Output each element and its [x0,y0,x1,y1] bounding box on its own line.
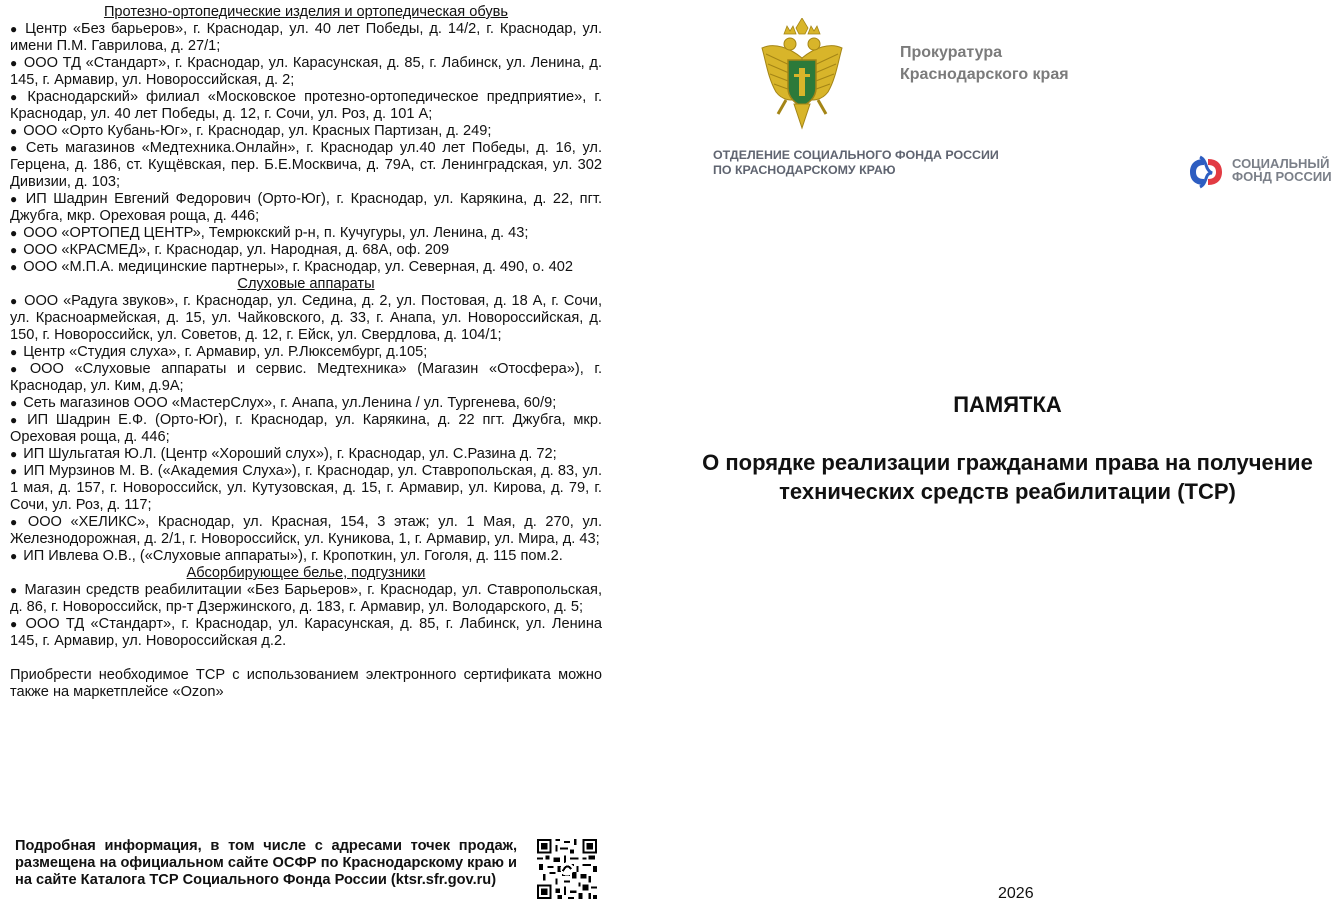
section-title: Абсорбирующее белье, подгузники [186,565,426,581]
footer-info-block [15,837,595,907]
list-item: ● ИП Мурзинов М. В. («Академия Слуха»), г. Краснодар, ул. Ставропольская, д. 83, ул. 1 мая, д. 157, г. Новороссийск, ул. Кутузовская, д. 15, г. Армавир, ул. Кирова, д. 79, г. Сочи, ул. Роз, д. 117; [10,463,602,514]
sfr-department-name [713,148,999,177]
year-label: 2026 [998,885,1034,902]
prosecutor-line2: Краснодарского края [900,66,1069,83]
sfr-logo-line2: ФОНД РОССИИ [1232,169,1332,184]
list-item: ● ИП Ивлева О.В., («Слуховые аппараты»), г. Кропоткин, ул. Гоголя, д. 115 пом.2. [10,548,602,565]
list-item: ● ИП Шадрин Евгений Федорович (Орто-Юг), г. Краснодар, ул. Карякина, д. 22, пгт. Джубга, мкр. Ореховая роща, д. 446; [10,191,602,225]
list-item: ● ООО «Радуга звуков», г. Краснодар, ул. Седина, д. 2, ул. Постовая, д. 18 А, г. Сочи, ул. Красноармейская, д. 15, ул. Чайковского, д. 33, г. Анапа, ул. Новороссийская, д. 150, г. Новороссийск, ул. Советов, д. 12, г. Ейск, ул. Свердлова, д. 104/1; [10,293,602,344]
list-item: ● ООО «ОРТОПЕД ЦЕНТР», Темрюкский р-н, п. Кучугуры, ул. Ленина, д. 43; [10,225,602,242]
sfr-department-line1: ОТДЕЛЕНИЕ СОЦИАЛЬНОГО ФОНДА РОССИИ [713,148,999,162]
list-item: ● Сеть магазинов «Медтехника.Онлайн», г. Краснодар ул.40 лет Победы, д. 16, ул. Герцена, д. 186, ст. Кущёвская, пер. Б.Е.Москвича, д. 79А, ст. Ленинградская, ул. 302 Дивизии, д. 103; [10,140,602,191]
section-hearing-aids [10,276,602,565]
list-item: ● ИП Шадрин Е.Ф. (Орто-Юг), г. Краснодар, ул. Карякина, д. 22 пгт. Джубга, мкр. Ореховая роща, д. 446; [10,412,602,446]
prosecutor-emblem-icon [760,18,844,136]
page-title: ПАМЯТКА [953,392,1062,417]
footer-info-text: Подробная информация, в том числе с адресами точек продаж, размещена на официальном сайте ОСФР по Краснодарскому краю и на сайте Каталога ТСР Социального Фонда России (ktsr.sfr.gov.ru) [15,838,517,888]
section-title: Слуховые аппараты [237,276,375,292]
ozon-note: Приобрести необходимое ТСР с использованием электронного сертификата можно также на маркетплейсе «Ozon» [10,667,602,700]
list-item: ● Центр «Без барьеров», г. Краснодар, ул. 40 лет Победы, д. 14/2, г. Краснодар, ул. имени П.М. Гаврилова, д. 27/1; [10,21,602,55]
list-item: ● Краснодарский» филиал «Московское протезно-ортопедическое предприятие», г. Краснодар, ул. 40 лет Победы, д. 12, г. Сочи, ул. Роз, д. 101 А; [10,89,602,123]
list-item: ● ООО «Слуховые аппараты и сервис. Медтехника» (Магазин «Отосфера»), г. Краснодар, ул. Ким, д.9А; [10,361,602,395]
sfr-department-line2: ПО КРАСНОДАРСКОМУ КРАЮ [713,162,896,177]
section-orthopedic [10,4,602,276]
sfr-logo-icon [1188,155,1224,189]
page-subtitle: О порядке реализации гражданами права на получение технических средств реабилитации (ТСР) [702,450,1313,504]
prosecutor-line1: Прокуратура [900,44,1003,61]
list-item: ● ООО ТД «Стандарт», г. Краснодар, ул. Карасунская, д. 85, г. Лабинск, ул. Ленина, д. 145, г. Армавир, ул. Новороссийская, д. 2; [10,55,602,89]
list-item: ● ООО «М.П.А. медицинские партнеры», г. Краснодар, ул. Северная, д. 490, о. 402 [10,259,602,276]
section-absorbent [10,565,602,650]
list-item: ● ООО «КРАСМЕД», г. Краснодар, ул. Народная, д. 68А, оф. 209 [10,242,602,259]
list-item: ● ООО «Орто Кубань-Юг», г. Краснодар, ул. Красных Партизан, д. 249; [10,123,602,140]
sfr-logo-text [1232,157,1332,183]
list-item: ● ООО «ХЕЛИКС», Краснодар, ул. Красная, 154, 3 этаж; ул. 1 Мая, д. 270, ул. Железнодорожная, д. 2/1, г. Новороссийск, ул. Куникова, 1, г. Армавир, ул. Мира, д. 43; [10,514,602,548]
list-item: ● Центр «Студия слуха», г. Армавир, ул. Р.Люксембург, д.105; [10,344,602,361]
list-item: ● ИП Шульгатая Ю.Л. (Центр «Хороший слух»), г. Краснодар, ул. С.Разина д. 72; [10,446,602,463]
list-item: ● ООО ТД «Стандарт», г. Краснодар, ул. Карасунская, д. 85, г. Лабинск, ул. Ленина 145, г. Армавир, ул. Новороссийская д.2. [10,616,602,650]
section-title: Протезно-ортопедические изделия и ортопедическая обувь [103,4,509,20]
left-column [10,4,602,701]
list-item: ● Сеть магазинов ООО «МастерСлух», г. Анапа, ул.Ленина / ул. Тургенева, 60/9; [10,395,602,412]
list-item: ● Магазин средств реабилитации «Без Барьеров», г. Краснодар, ул. Ставропольская, д. 86, г. Новороссийск, пр-т Дзержинского, д. 183, г. Армавир, ул. Володарского, д. 5; [10,582,602,616]
prosecutor-name [900,42,1069,86]
sfr-logo-line1: СОЦИАЛЬНЫЙ [1232,156,1330,171]
qr-code-icon[interactable] [537,839,597,899]
